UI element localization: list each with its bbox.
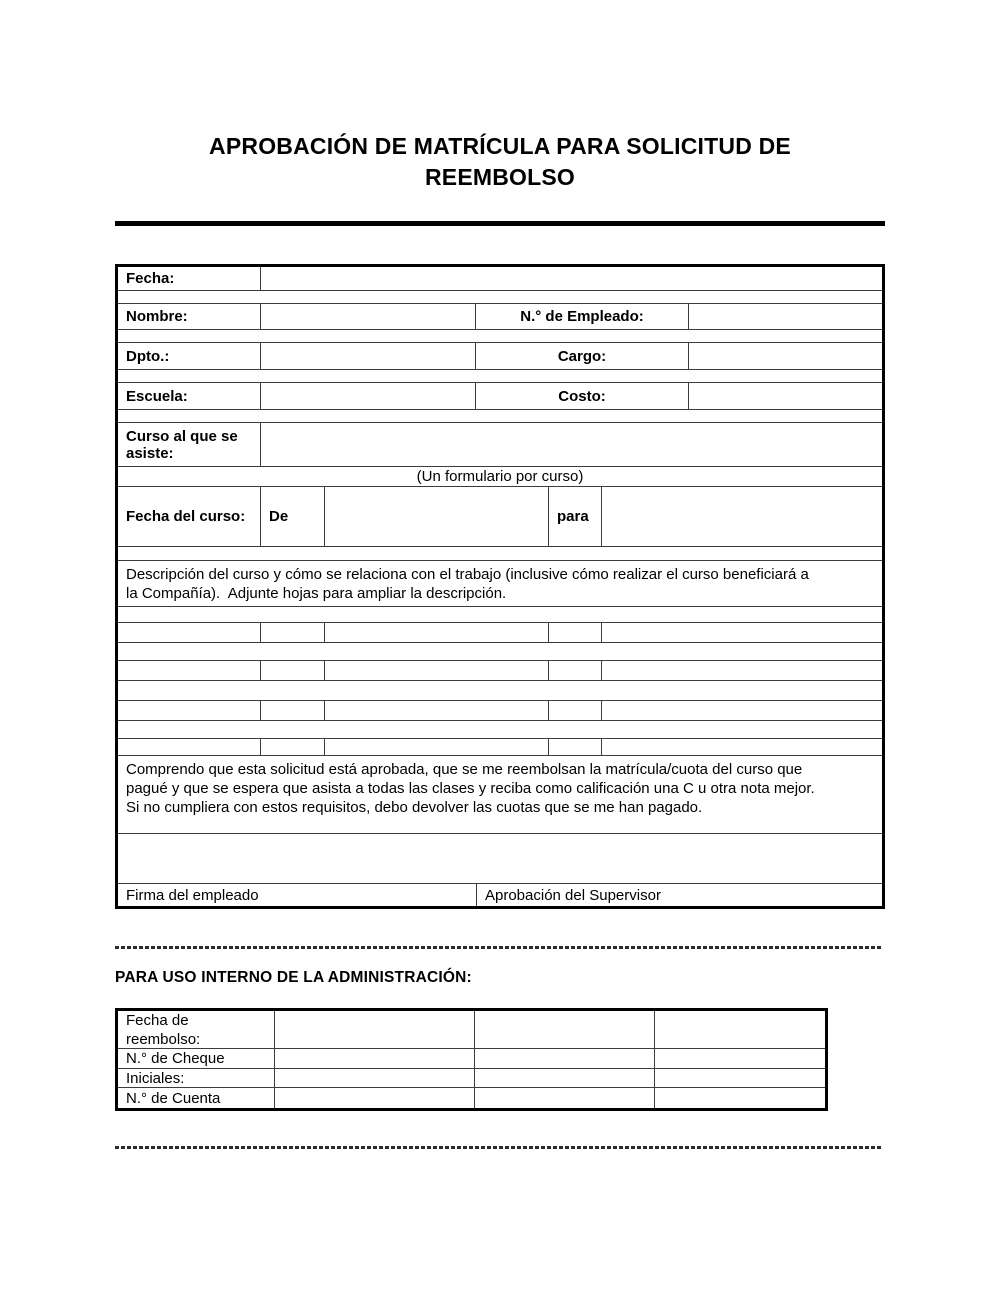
cheque-cell-2[interactable]: [474, 1049, 654, 1068]
firma-empleado-label: Firma del empleado: [126, 886, 259, 904]
grid-cell[interactable]: [118, 661, 260, 680]
fecha-label: Fecha:: [126, 270, 175, 287]
grid-cell[interactable]: [601, 701, 882, 720]
grid-row: [118, 623, 882, 643]
grid-cell[interactable]: [260, 739, 324, 755]
nombre-label: Nombre:: [126, 308, 188, 325]
curso-input-cell[interactable]: [260, 423, 882, 466]
title-rule: [115, 221, 885, 226]
fecha-curso-label: Fecha del curso:: [126, 508, 246, 525]
fecha-reembolso-row: [118, 1011, 825, 1049]
fecha-curso-row: [118, 487, 882, 547]
costo-label: Costo:: [475, 383, 688, 409]
cheque-row: [118, 1049, 825, 1069]
signature-space-row[interactable]: [118, 834, 882, 884]
escuela-label: Escuela:: [126, 387, 188, 405]
cheque-cell-3[interactable]: [654, 1049, 825, 1068]
grid-cell[interactable]: [548, 739, 601, 755]
fecha-row: [118, 267, 882, 291]
spacer-row: [118, 330, 882, 343]
fecha-hasta-input-cell[interactable]: [601, 487, 882, 546]
iniciales-cell-3[interactable]: [654, 1069, 825, 1087]
iniciales-row: [118, 1069, 825, 1088]
grid-cell[interactable]: [118, 701, 260, 720]
writing-line-row[interactable]: [118, 721, 882, 739]
main-form-table: [115, 264, 885, 909]
fecha-reembolso-cell-2[interactable]: [474, 1011, 654, 1048]
dpto-label: Dpto.:: [126, 347, 170, 365]
grid-cell[interactable]: [118, 739, 260, 755]
cheque-cell-1[interactable]: [274, 1049, 474, 1068]
dashed-divider-bottom: [115, 1146, 883, 1149]
fecha-reembolso-cell-3[interactable]: [654, 1011, 825, 1048]
grid-row: [118, 739, 882, 756]
descripcion-text: Descripción del curso y cómo se relaciona con el trabajo (inclusive cómo realizar el curso beneficiará a la Compañía). Adjunte hojas para ampliar la descripción.: [126, 566, 813, 602]
admin-section-heading: PARA USO INTERNO DE LA ADMINISTRACIÓN:: [115, 969, 472, 986]
comprendo-text: Comprendo que esta solicitud está aprobada, que se me reembolsan la matrícula/cuota del curso que pagué y que se espera que asista a todas las clases y reciba como calificación una C u otra nota mejor. Si no cumpliera con estos requisitos, debo devolver las cuotas que se me han pagado.: [126, 761, 824, 816]
empleado-input-cell[interactable]: [688, 304, 882, 329]
escuela-row: [118, 383, 882, 410]
spacer-row: [118, 547, 882, 561]
costo-input-cell[interactable]: [688, 383, 882, 409]
spacer-row: [118, 410, 882, 423]
spacer-row: [118, 291, 882, 304]
grid-cell[interactable]: [324, 739, 548, 755]
fecha-reembolso-label: Fecha de reembolso:: [126, 1011, 201, 1048]
cuenta-cell-3[interactable]: [654, 1088, 825, 1108]
spacer-row: [118, 370, 882, 383]
descripcion-row: [118, 561, 882, 607]
grid-cell[interactable]: [548, 661, 601, 680]
grid-cell[interactable]: [260, 623, 324, 642]
cuenta-label: N.° de Cuenta: [126, 1089, 221, 1107]
grid-cell[interactable]: [601, 661, 882, 680]
grid-cell[interactable]: [601, 739, 882, 755]
signature-row: [118, 884, 882, 906]
cuenta-row: [118, 1088, 825, 1108]
cargo-input-cell[interactable]: [688, 343, 882, 369]
admin-table: [115, 1008, 828, 1111]
grid-cell[interactable]: [324, 661, 548, 680]
writing-line-row[interactable]: [118, 681, 882, 701]
de-label: De: [260, 487, 324, 546]
page-title: APROBACIÓN DE MATRÍCULA PARA SOLICITUD DE REEMBOLSO: [209, 133, 791, 190]
grid-cell[interactable]: [601, 623, 882, 642]
dpto-input-cell[interactable]: [260, 343, 475, 369]
iniciales-label: Iniciales:: [126, 1069, 185, 1087]
iniciales-cell-2[interactable]: [474, 1069, 654, 1087]
fecha-desde-input-cell[interactable]: [324, 487, 548, 546]
writing-line-row[interactable]: [118, 643, 882, 661]
formulario-note-row: [118, 467, 882, 487]
grid-cell[interactable]: [548, 623, 601, 642]
iniciales-cell-1[interactable]: [274, 1069, 474, 1087]
empleado-label: N.° de Empleado:: [475, 304, 688, 329]
comprendo-row: [118, 756, 882, 834]
grid-cell[interactable]: [324, 623, 548, 642]
curso-label: Curso al que se asiste:: [126, 427, 238, 462]
grid-cell[interactable]: [548, 701, 601, 720]
formulario-note: (Un formulario por curso): [416, 468, 584, 485]
curso-row: [118, 423, 882, 467]
grid-cell[interactable]: [260, 701, 324, 720]
nombre-input-cell[interactable]: [260, 304, 475, 329]
fecha-reembolso-cell-1[interactable]: [274, 1011, 474, 1048]
writing-line-row[interactable]: [118, 607, 882, 623]
grid-row: [118, 701, 882, 721]
dashed-divider-top: [115, 946, 883, 949]
fecha-input-cell[interactable]: [260, 267, 882, 290]
cuenta-cell-2[interactable]: [474, 1088, 654, 1108]
grid-cell[interactable]: [324, 701, 548, 720]
cuenta-cell-1[interactable]: [274, 1088, 474, 1108]
para-label: para: [548, 487, 601, 546]
grid-cell[interactable]: [260, 661, 324, 680]
cargo-label: Cargo:: [475, 343, 688, 369]
aprobacion-supervisor-label: Aprobación del Supervisor: [476, 884, 882, 906]
dpto-row: [118, 343, 882, 370]
grid-row: [118, 661, 882, 681]
cheque-label: N.° de Cheque: [126, 1050, 225, 1067]
escuela-input-cell[interactable]: [260, 383, 475, 409]
nombre-row: [118, 304, 882, 330]
grid-cell[interactable]: [118, 623, 260, 642]
